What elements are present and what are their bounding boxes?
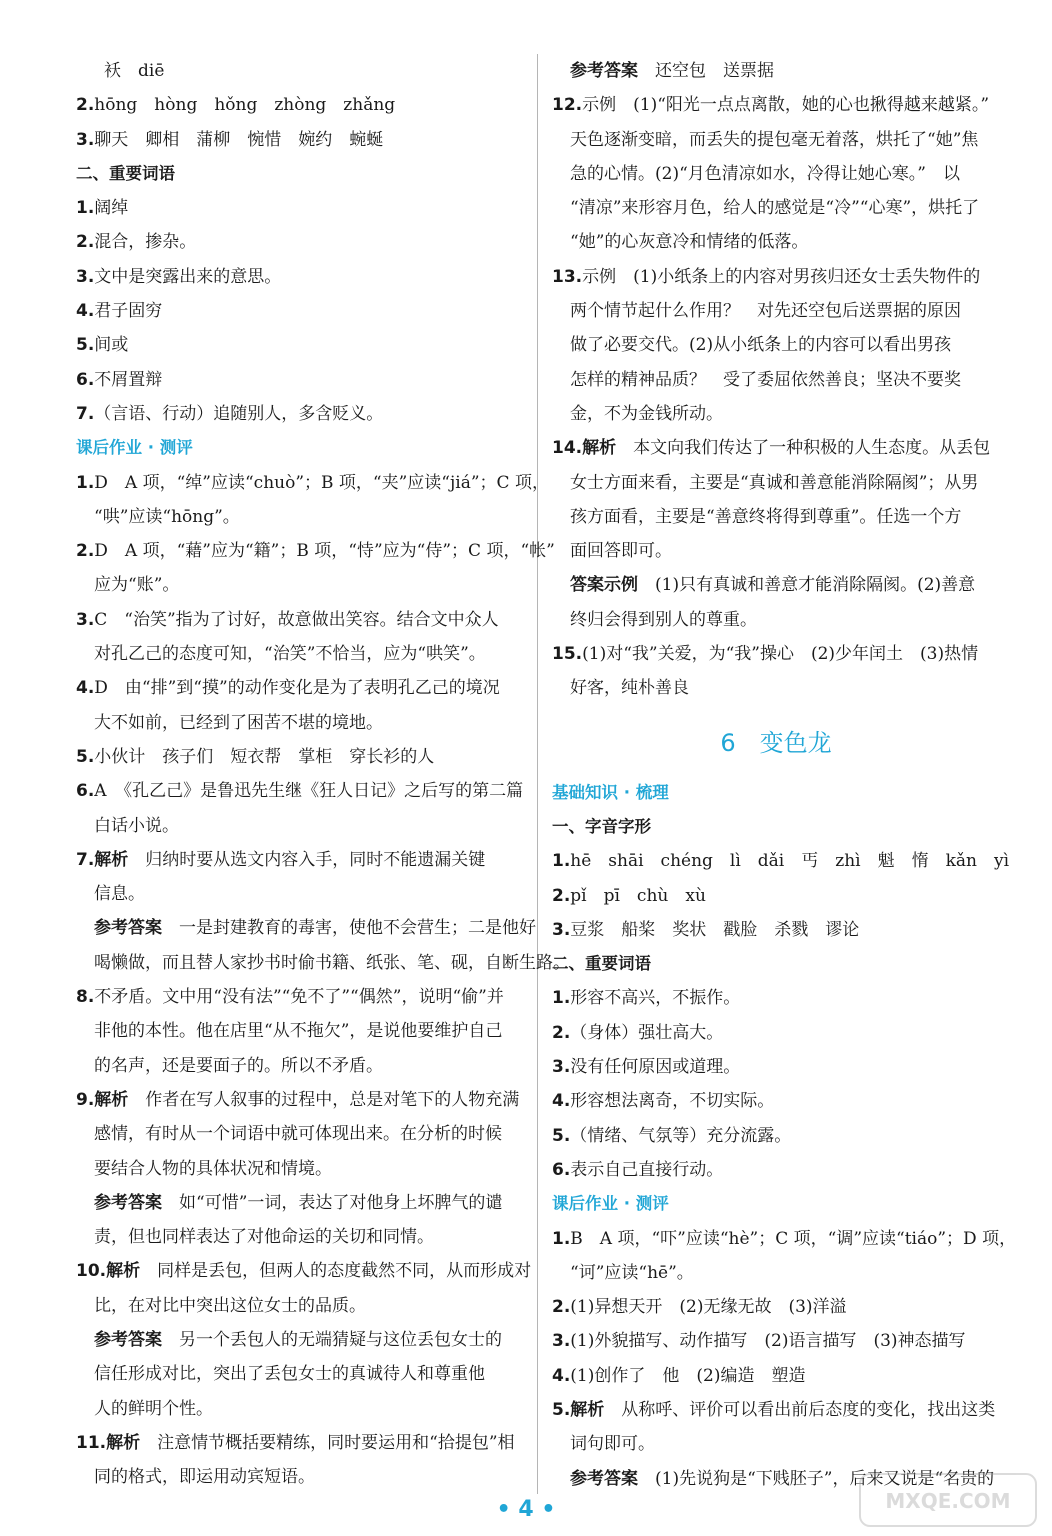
line-text: 面回答即可。 [570, 541, 672, 562]
chapter-number: 6 [720, 728, 736, 757]
line-text: D A 项，“藉”应为“籍”；B 项，“恃”应为“侍”；C 项，“帐” [94, 541, 555, 562]
line-text: 作者在写人叙事的过程中，总是对笔下的人物充满 [128, 1089, 520, 1110]
answer-label: 答案示例 [570, 575, 638, 596]
line-text: 聊天 卿相 蒲柳 惋惜 婉约 蜿蜒 [94, 129, 384, 150]
line-text: (1)创作了 他 (2)编造 塑造 [570, 1365, 806, 1386]
line-text: 间或 [94, 335, 129, 356]
text-line [76, 1323, 521, 1357]
item-number: 4. [552, 1365, 571, 1386]
text-line [552, 671, 1000, 705]
text-line [76, 1186, 521, 1220]
text-line [552, 603, 1000, 637]
item-number: 6. [76, 369, 95, 390]
line-text: 同样是丢包，但两人的态度截然不同，从而形成对 [140, 1261, 532, 1282]
line-text: 另一个丢包人的无端猜疑与这位丢包女士的 [162, 1329, 502, 1350]
answer-item [552, 913, 1000, 947]
answer-label: 解析 [94, 849, 129, 870]
item-number: 2. [552, 885, 571, 906]
line-text: （身体）强壮高大。 [570, 1022, 724, 1043]
text-line [552, 1427, 1000, 1461]
line-text: 两个情节起什么作用？ 对先还空包后送票据的原因 [570, 301, 961, 322]
subheading [552, 947, 1000, 981]
line-text: 比，在对比中突出这位女士的品质。 [94, 1295, 366, 1316]
answer-label: 参考答案 [570, 61, 638, 81]
answer-item [76, 774, 524, 808]
line-text: 示例 (1)小纸条上的内容对男孩归还女士丢失物件的 [582, 266, 981, 287]
line-text: 不屑置辩 [94, 369, 163, 390]
line-text: hē shāi chéng lì dǎi 丐 zhì 魁 惰 kǎn yì [570, 851, 1010, 872]
line-text: 文中是突露出来的意思。 [94, 266, 282, 287]
answer-item [552, 1084, 1000, 1118]
chapter-title [552, 718, 1000, 768]
line-text: A 《孔乙己》是鲁迅先生继《狂人日记》之后写的第二篇 [94, 781, 524, 802]
item-number: 4. [76, 678, 95, 699]
watermark-logo [858, 1470, 1038, 1530]
line-text: 感情，有时从一个词语中就可体现出来。在分析的时候 [94, 1124, 502, 1145]
item-number: 1. [76, 198, 95, 219]
answer-item [76, 1083, 521, 1117]
line-text: C “治笑”指为了讨好，故意做出笑容。结合文中众人 [94, 609, 499, 630]
text-line [76, 877, 521, 911]
line-text: 本文向我们传达了一种积极的人生态度。从丢包 [616, 438, 991, 459]
text-line [552, 191, 1000, 225]
item-number: 2. [552, 1297, 571, 1318]
item-number: 6. [552, 1159, 571, 1180]
answer-item [76, 260, 521, 294]
line-text: (1)对“我”关爱，为“我”操心 (2)少年闰土 (3)热情 [582, 644, 979, 665]
section-heading [552, 776, 1000, 810]
answer-item [552, 1359, 1000, 1393]
item-number: 14. [552, 438, 583, 459]
item-number: 4. [76, 301, 95, 322]
item-number: 6. [76, 781, 95, 802]
line-text: “诃”应读“hē”。 [570, 1262, 694, 1283]
line-text: 小伙计 孩子们 短衣帮 掌柜 穿长衫的人 [94, 746, 435, 767]
line-text: 怎样的精神品质？ 受了委屈依然善良；坚决不要奖 [570, 369, 961, 390]
answer-item [76, 88, 521, 122]
item-number: 7. [76, 849, 95, 870]
answer-item [76, 123, 521, 157]
text-line [76, 1357, 521, 1391]
line-text: (1)只有真诚和善意才能消除隔阂。(2)善意 [638, 575, 976, 596]
text-line [76, 946, 570, 980]
line-text: 表示自己直接行动。 [570, 1159, 724, 1180]
line-text: 课后作业 · 测评 [76, 438, 193, 458]
item-number: 5. [76, 335, 95, 356]
answer-item [552, 260, 1000, 294]
line-text: 同的格式，即运用动宾短语。 [94, 1467, 315, 1488]
answer-label: 参考答案 [94, 1192, 162, 1213]
answer-label: 解析 [106, 1432, 141, 1453]
answer-item [76, 740, 521, 774]
page-number: • 4 • [496, 1497, 556, 1522]
line-text: (1)外貌描写、动作描写 (2)语言描写 (3)神态描写 [570, 1331, 966, 1352]
line-text: 金，不为金钱所动。 [570, 403, 723, 424]
item-number: 2. [76, 232, 95, 253]
answer-item [76, 980, 521, 1014]
text-line [552, 363, 1000, 397]
line-text: 对孔乙己的态度可知，“治笑”不恰当，应为“哄笑”。 [94, 644, 486, 665]
line-text: 形容想法离奇，不切实际。 [570, 1091, 775, 1112]
line-text: 课后作业 · 测评 [552, 1194, 669, 1214]
item-number: 1. [552, 851, 571, 872]
line-text: 词句即可。 [570, 1434, 655, 1455]
text-line [76, 1460, 521, 1494]
line-text: hōng hòng hǒng zhòng zhǎng [94, 95, 396, 116]
answer-item [76, 191, 521, 225]
line-text: “她”的心灰意冷和情绪的低落。 [570, 232, 809, 253]
line-text: D A 项，“绰”应读“chuò”；B 项，“夹”应读“jiá”；C 项， [94, 472, 549, 493]
answer-item [552, 1393, 1000, 1427]
text-line [76, 1117, 521, 1151]
line-text: 君子固穷 [94, 301, 163, 322]
line-text: 一是封建教育的毒害，使他不会营生；二是他好 [162, 918, 536, 939]
item-number: 5. [552, 1399, 571, 1420]
line-text: (1)先说狗是“下贱胚子”，后来又说是“名贵的 [638, 1468, 995, 1489]
item-number: 7. [76, 403, 95, 424]
text-line [552, 123, 1000, 157]
answer-label: 解析 [94, 1089, 129, 1110]
answer-label: 解析 [106, 1261, 141, 1282]
item-number: 5. [76, 746, 95, 767]
line-text: 信息。 [94, 884, 145, 905]
text-line [552, 1256, 1000, 1290]
text-line [76, 1220, 521, 1254]
line-text: 没有任何原因或道理。 [570, 1057, 741, 1078]
page-number-value: 4 [518, 1497, 534, 1522]
item-number: 8. [76, 987, 95, 1008]
line-text: B A 项，“吓”应读“hè”；C 项，“调”应读“tiáo”；D 项， [570, 1228, 1017, 1249]
text-line [552, 500, 1000, 534]
section-heading [76, 431, 521, 465]
line-text: 袄 diē [104, 61, 165, 81]
answer-item [552, 844, 1010, 878]
section-heading [552, 1187, 1000, 1221]
text-line [76, 911, 536, 945]
answer-item [76, 534, 555, 568]
line-text: 如“可惜”一词，表达了对他身上坏脾气的谴 [162, 1192, 503, 1213]
line-text: 二、重要词语 [552, 954, 651, 974]
answer-item [552, 1222, 1017, 1256]
text-line [552, 568, 1000, 602]
line-text: 的名声，还是要面子的。所以不矛盾。 [94, 1055, 383, 1076]
text-line [552, 294, 1000, 328]
line-text: 白话小说。 [94, 815, 179, 836]
line-text: （情绪、气氛等）充分流露。 [570, 1125, 792, 1146]
answer-item [552, 431, 1000, 465]
item-number: 2. [552, 1022, 571, 1043]
text-line [76, 1049, 521, 1083]
line-text: 喝懒做，而且替人家抄书时偷书籍、纸张、笔、砚，自断生路。 [94, 952, 570, 973]
line-text: 天色逐渐变暗，而丢失的提包毫无着落，烘托了“她”焦 [570, 129, 979, 150]
text-line [76, 568, 521, 602]
line-text: 基础知识 · 梳理 [552, 782, 669, 802]
item-number: 3. [76, 609, 95, 630]
answer-item [76, 363, 521, 397]
line-text: 信任形成对比，突出了丢包女士的真诚待人和尊重他 [94, 1364, 485, 1385]
line-text: 非他的本性。他在店里“从不拖欠”，是说他要维护自己 [94, 1021, 503, 1042]
chapter-name: 变色龙 [759, 728, 832, 757]
item-number: 4. [552, 1091, 571, 1112]
subheading [76, 157, 521, 191]
line-text: 人的鲜明个性。 [94, 1398, 213, 1419]
answer-item [76, 397, 521, 431]
text-line [76, 809, 521, 843]
text-line [76, 1014, 521, 1048]
text-line [552, 157, 1000, 191]
answer-label: 参考答案 [570, 1468, 638, 1489]
item-number: 3. [552, 919, 571, 940]
item-number: 3. [552, 1057, 571, 1078]
line-text: 形容不高兴，不振作。 [570, 988, 741, 1009]
subheading [552, 810, 1000, 844]
item-number: 1. [76, 472, 95, 493]
line-text: 责，但也同样表达了对他命运的关切和同情。 [94, 1227, 434, 1248]
answer-item [76, 603, 521, 637]
item-number: 2. [76, 95, 95, 116]
item-number: 3. [76, 129, 95, 150]
answer-label: 解析 [582, 438, 617, 459]
answer-item [76, 671, 521, 705]
answer-item [76, 466, 549, 500]
line-text: 还空包 送票据 [638, 61, 774, 81]
text-line [76, 1392, 521, 1426]
answer-item [552, 981, 1000, 1015]
item-number: 2. [76, 541, 95, 562]
answer-item [76, 328, 521, 362]
answer-item [76, 225, 521, 259]
line-text: 阔绰 [94, 198, 129, 219]
answer-item [552, 879, 1000, 913]
answer-item [552, 1119, 1000, 1153]
text-line [552, 466, 1000, 500]
text-line [552, 225, 1000, 259]
column-divider [537, 54, 538, 1494]
item-number: 11. [76, 1432, 107, 1453]
line-text: 归纳时要从选文内容入手，同时不能遗漏关键 [128, 849, 486, 870]
line-text: 做了必要交代。(2)从小纸条上的内容可以看出男孩 [570, 335, 952, 356]
answer-item [552, 637, 1000, 671]
svg-text:MXQE.COM: MXQE.COM [885, 1489, 1011, 1513]
line-text: （言语、行动）追随别人，多含贬义。 [94, 403, 384, 424]
answer-label: 参考答案 [94, 918, 162, 939]
item-number: 15. [552, 644, 583, 665]
line-text: 好客，纯朴善良 [570, 678, 689, 699]
item-number: 1. [552, 988, 571, 1009]
line-text: 示例 (1)“阳光一点点离散，她的心也揪得越来越紧。” [582, 95, 990, 116]
item-number: 1. [552, 1228, 571, 1249]
answer-label: 解析 [570, 1399, 605, 1420]
text-line [552, 534, 1000, 568]
answer-item [552, 88, 1000, 122]
line-text: 大不如前，已经到了困苦不堪的境地。 [94, 712, 383, 733]
line-text: 注意情节概括要精练，同时要运用和“拾提包”相 [140, 1432, 515, 1453]
item-number: 13. [552, 266, 583, 287]
line-text: 豆浆 船桨 奖状 戳脸 杀戮 谬论 [570, 919, 860, 940]
text-line [76, 500, 521, 534]
line-text: “清凉”来形容月色，给人的感觉是“冷”“心寒”，烘托了 [570, 198, 980, 219]
line-text: 不矛盾。文中用“没有法”“免不了”“偶然”，说明“偷”并 [94, 987, 504, 1008]
answer-item [552, 1324, 1000, 1358]
line-text: 一、字音字形 [552, 816, 651, 836]
text-line [76, 54, 521, 88]
text-line [552, 328, 1000, 362]
right-column [552, 54, 1017, 1496]
answer-item [552, 1290, 1000, 1324]
item-number: 12. [552, 95, 583, 116]
line-text: (1)异想天开 (2)无缘无故 (3)洋溢 [570, 1297, 847, 1318]
item-number: 3. [552, 1331, 571, 1352]
line-text: pǐ pī chù xù [570, 885, 706, 906]
answer-label: 参考答案 [94, 1329, 162, 1350]
line-text: 要结合人物的具体状况和情境。 [94, 1158, 332, 1179]
line-text: “哄”应读“hōng”。 [94, 506, 240, 527]
answer-item [76, 1426, 521, 1460]
line-text: 二、重要词语 [76, 163, 175, 183]
answer-item [76, 294, 521, 328]
text-line [76, 1152, 521, 1186]
line-text: 应为“账”。 [94, 575, 180, 596]
item-number: 3. [76, 266, 95, 287]
text-line [76, 1289, 521, 1323]
line-text: 终归会得到别人的尊重。 [570, 609, 757, 630]
line-text: 急的心情。(2)“月色清凉如水，冷得让她心寒。” 以 [570, 163, 960, 184]
line-text: 混合，掺杂。 [94, 232, 197, 253]
answer-item [552, 1016, 1000, 1050]
line-text: 孩方面看，主要是“善意终将得到尊重”。任选一个方 [570, 506, 962, 527]
line-text: 女士方面来看，主要是“真诚和善意能消除隔阂”；从男 [570, 472, 979, 493]
answer-item [552, 1050, 1000, 1084]
line-text: D 由“排”到“摸”的动作变化是为了表明孔乙己的境况 [94, 678, 500, 699]
text-line [552, 54, 1000, 88]
item-number: 9. [76, 1089, 95, 1110]
text-line [552, 397, 1000, 431]
text-line [76, 637, 521, 671]
text-line [76, 706, 521, 740]
line-text: 从称呼、评价可以看出前后态度的变化，找出这类 [604, 1399, 996, 1420]
item-number: 10. [76, 1261, 107, 1282]
item-number: 5. [552, 1125, 571, 1146]
answer-item [76, 1254, 532, 1288]
answer-item [552, 1153, 1000, 1187]
answer-item [76, 843, 521, 877]
